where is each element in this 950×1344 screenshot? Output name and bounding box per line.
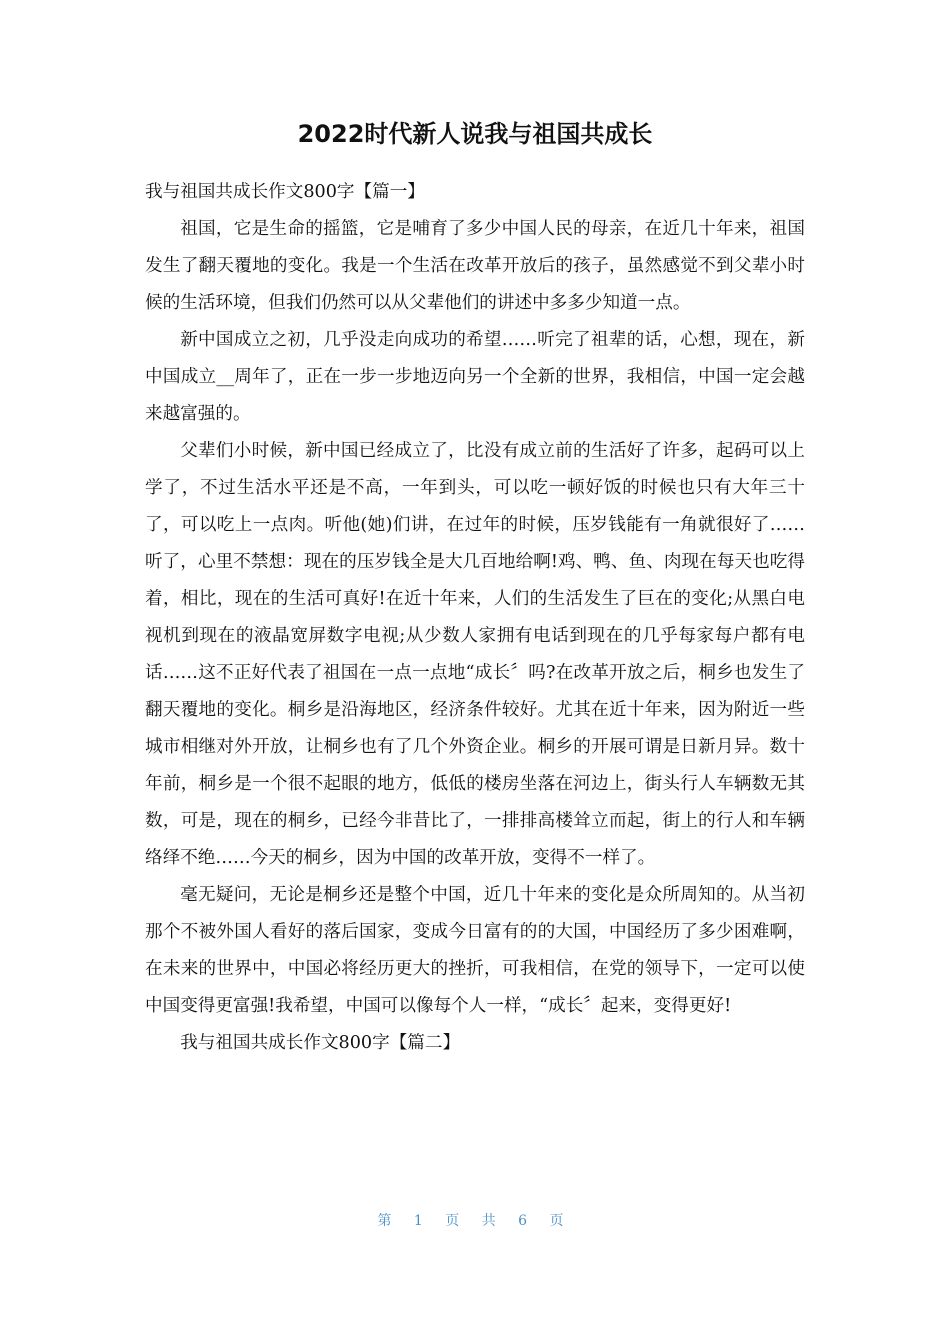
paragraph: 父辈们小时候，新中国已经成立了，比没有成立前的生活好了许多，起码可以上学了，不过生活水平还是不高，一年到头，可以吃一顿好饭的时候也只有大年三十了，可以吃上一点肉。听他(她)们讲，在过年的时候，压岁钱能有一角就很好了……听了，心里不禁想：现在的压岁钱全是大几百地给啊!鸡、鸭、鱼、肉现在每天也吃得着，相比，现在的生活可真好!在近十年来，人们的生活发生了巨在的变化;从黑白电视机到现在的液晶宽屏数字电视;从少数人家拥有电话到现在的几乎每家每户都有电话……这不正好代表了祖国在一点一点地“成长〞吗?在改革开放之后，桐乡也发生了翻天覆地的变化。桐乡是沿海地区，经济条件较好。尤其在近十年来，因为附近一些城市相继对外开放，让桐乡也有了几个外资企业。桐乡的开展可谓是日新月异。数十年前，桐乡是一个很不起眼的地方，低低的楼房坐落在河边上，街头行人车辆数无其数，可是，现在的桐乡，已经今非昔比了，一排排高楼耸立而起，街上的行人和车辆络绎不绝……今天的桐乡，因为中国的改革开放，变得不一样了。 bbox=[145, 441, 805, 868]
paragraph: 祖国，它是生命的摇篮，它是哺育了多少中国人民的母亲，在近几十年来，祖国发生了翻天覆地的变化。我是一个生活在改革开放后的孩子，虽然感觉不到父辈小时候的生活环境，但我们仍然可以从父辈他们的讲述中多多少知道一点。 bbox=[145, 219, 805, 313]
page-title: 2022时代新人说我与祖国共成长 bbox=[297, 120, 653, 148]
paragraph: 毫无疑问，无论是桐乡还是整个中国，近几十年来的变化是众所周知的。从当初那个不被外国人看好的落后国家，变成今日富有的的大国，中国经历了多少困难啊，在未来的世界中，中国必将经历更大的挫折，可我相信，在党的领导下，一定可以使中国变得更富强!我希望，中国可以像每个人一样，“成长〞起来，变得更好! bbox=[145, 885, 805, 1016]
page-footer: 第 1 页 共 6 页 bbox=[377, 1213, 573, 1229]
paragraph-section-heading-2: 我与祖国共成长作文800字【篇二】 bbox=[180, 1033, 461, 1053]
paragraph: 新中国成立之初，几乎没走向成功的希望……听完了祖辈的话，心想，现在，新中国成立__周年了，正在一步一步地迈向另一个全新的世界，我相信，中国一定会越来越富强的。 bbox=[145, 330, 805, 424]
document-body bbox=[145, 174, 805, 1062]
paragraph-section-heading-1: 我与祖国共成长作文800字【篇一】 bbox=[145, 182, 425, 202]
